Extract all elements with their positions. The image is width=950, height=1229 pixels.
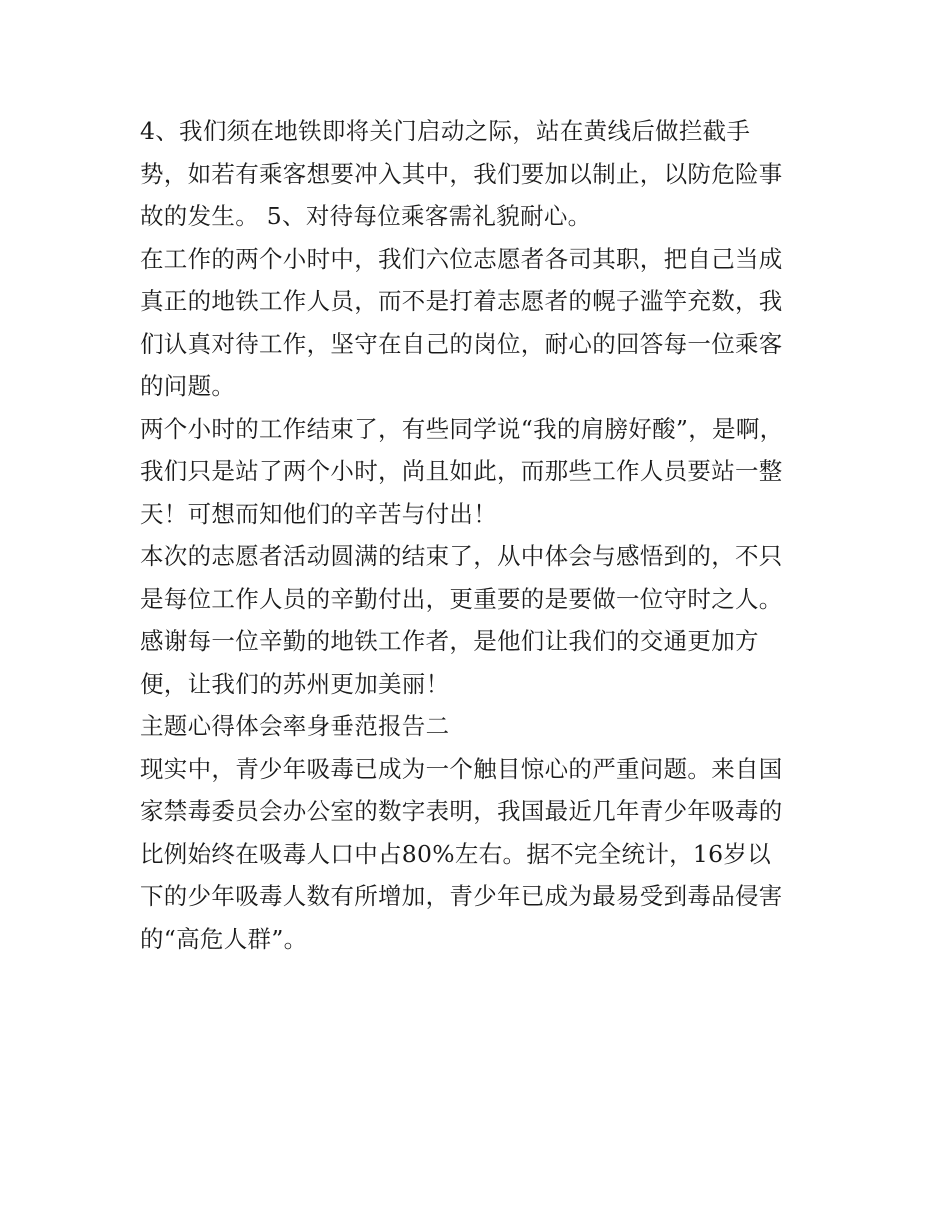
text-line: 是每位工作人员的辛勤付出，更重要的是要做一位守时之人。 <box>140 584 783 613</box>
text-line: 的问题。 <box>140 372 236 400</box>
text-line: 便，让我们的苏州更加美丽！ <box>140 669 450 698</box>
text-line: 下的少年吸毒人数有所增加，青少年已成为最易受到毒品侵害 <box>140 882 783 910</box>
text-line: 比例始终在吸毒人口中占80%左右。据不完全统计，16岁以 <box>140 839 772 868</box>
text-line: 在工作的两个小时中，我们六位志愿者各司其职，把自己当成 <box>140 244 783 273</box>
text-line: 两个小时的工作结束了，有些同学说“我的肩膀好酸”，是啊， <box>140 414 784 443</box>
text-line: 家禁毒委员会办公室的数字表明，我国最近几年青少年吸毒的 <box>140 797 783 825</box>
text-line: 感谢每一位辛勤的地铁工作者，是他们让我们的交通更加方 <box>140 627 759 655</box>
section-heading: 主题心得体会率身垂范报告二 <box>140 712 450 740</box>
text-line: 本次的志愿者活动圆满的结束了，从中体会与感悟到的，不只 <box>140 542 783 570</box>
text-line: 天！可想而知他们的辛苦与付出！ <box>140 499 497 528</box>
document-body <box>140 110 820 960</box>
text-line: 的“高危人群”。 <box>140 924 308 953</box>
text-line: 4、我们须在地铁即将关门启动之际，站在黄线后做拦截手 <box>140 117 751 145</box>
text-line: 真正的地铁工作人员，而不是打着志愿者的幌子滥竽充数，我 <box>140 287 783 315</box>
text-line: 们认真对待工作，坚守在自己的岗位，耐心的回答每一位乘客 <box>140 329 783 358</box>
text-line: 故的发生。 5、对待每位乘客需礼貌耐心。 <box>140 202 592 230</box>
text-line: 我们只是站了两个小时，尚且如此，而那些工作人员要站一整 <box>140 457 783 485</box>
text-line: 势，如若有乘客想要冲入其中，我们要加以制止，以防危险事 <box>140 159 783 188</box>
text-line: 现实中，青少年吸毒已成为一个触目惊心的严重问题。来自国 <box>140 754 783 783</box>
